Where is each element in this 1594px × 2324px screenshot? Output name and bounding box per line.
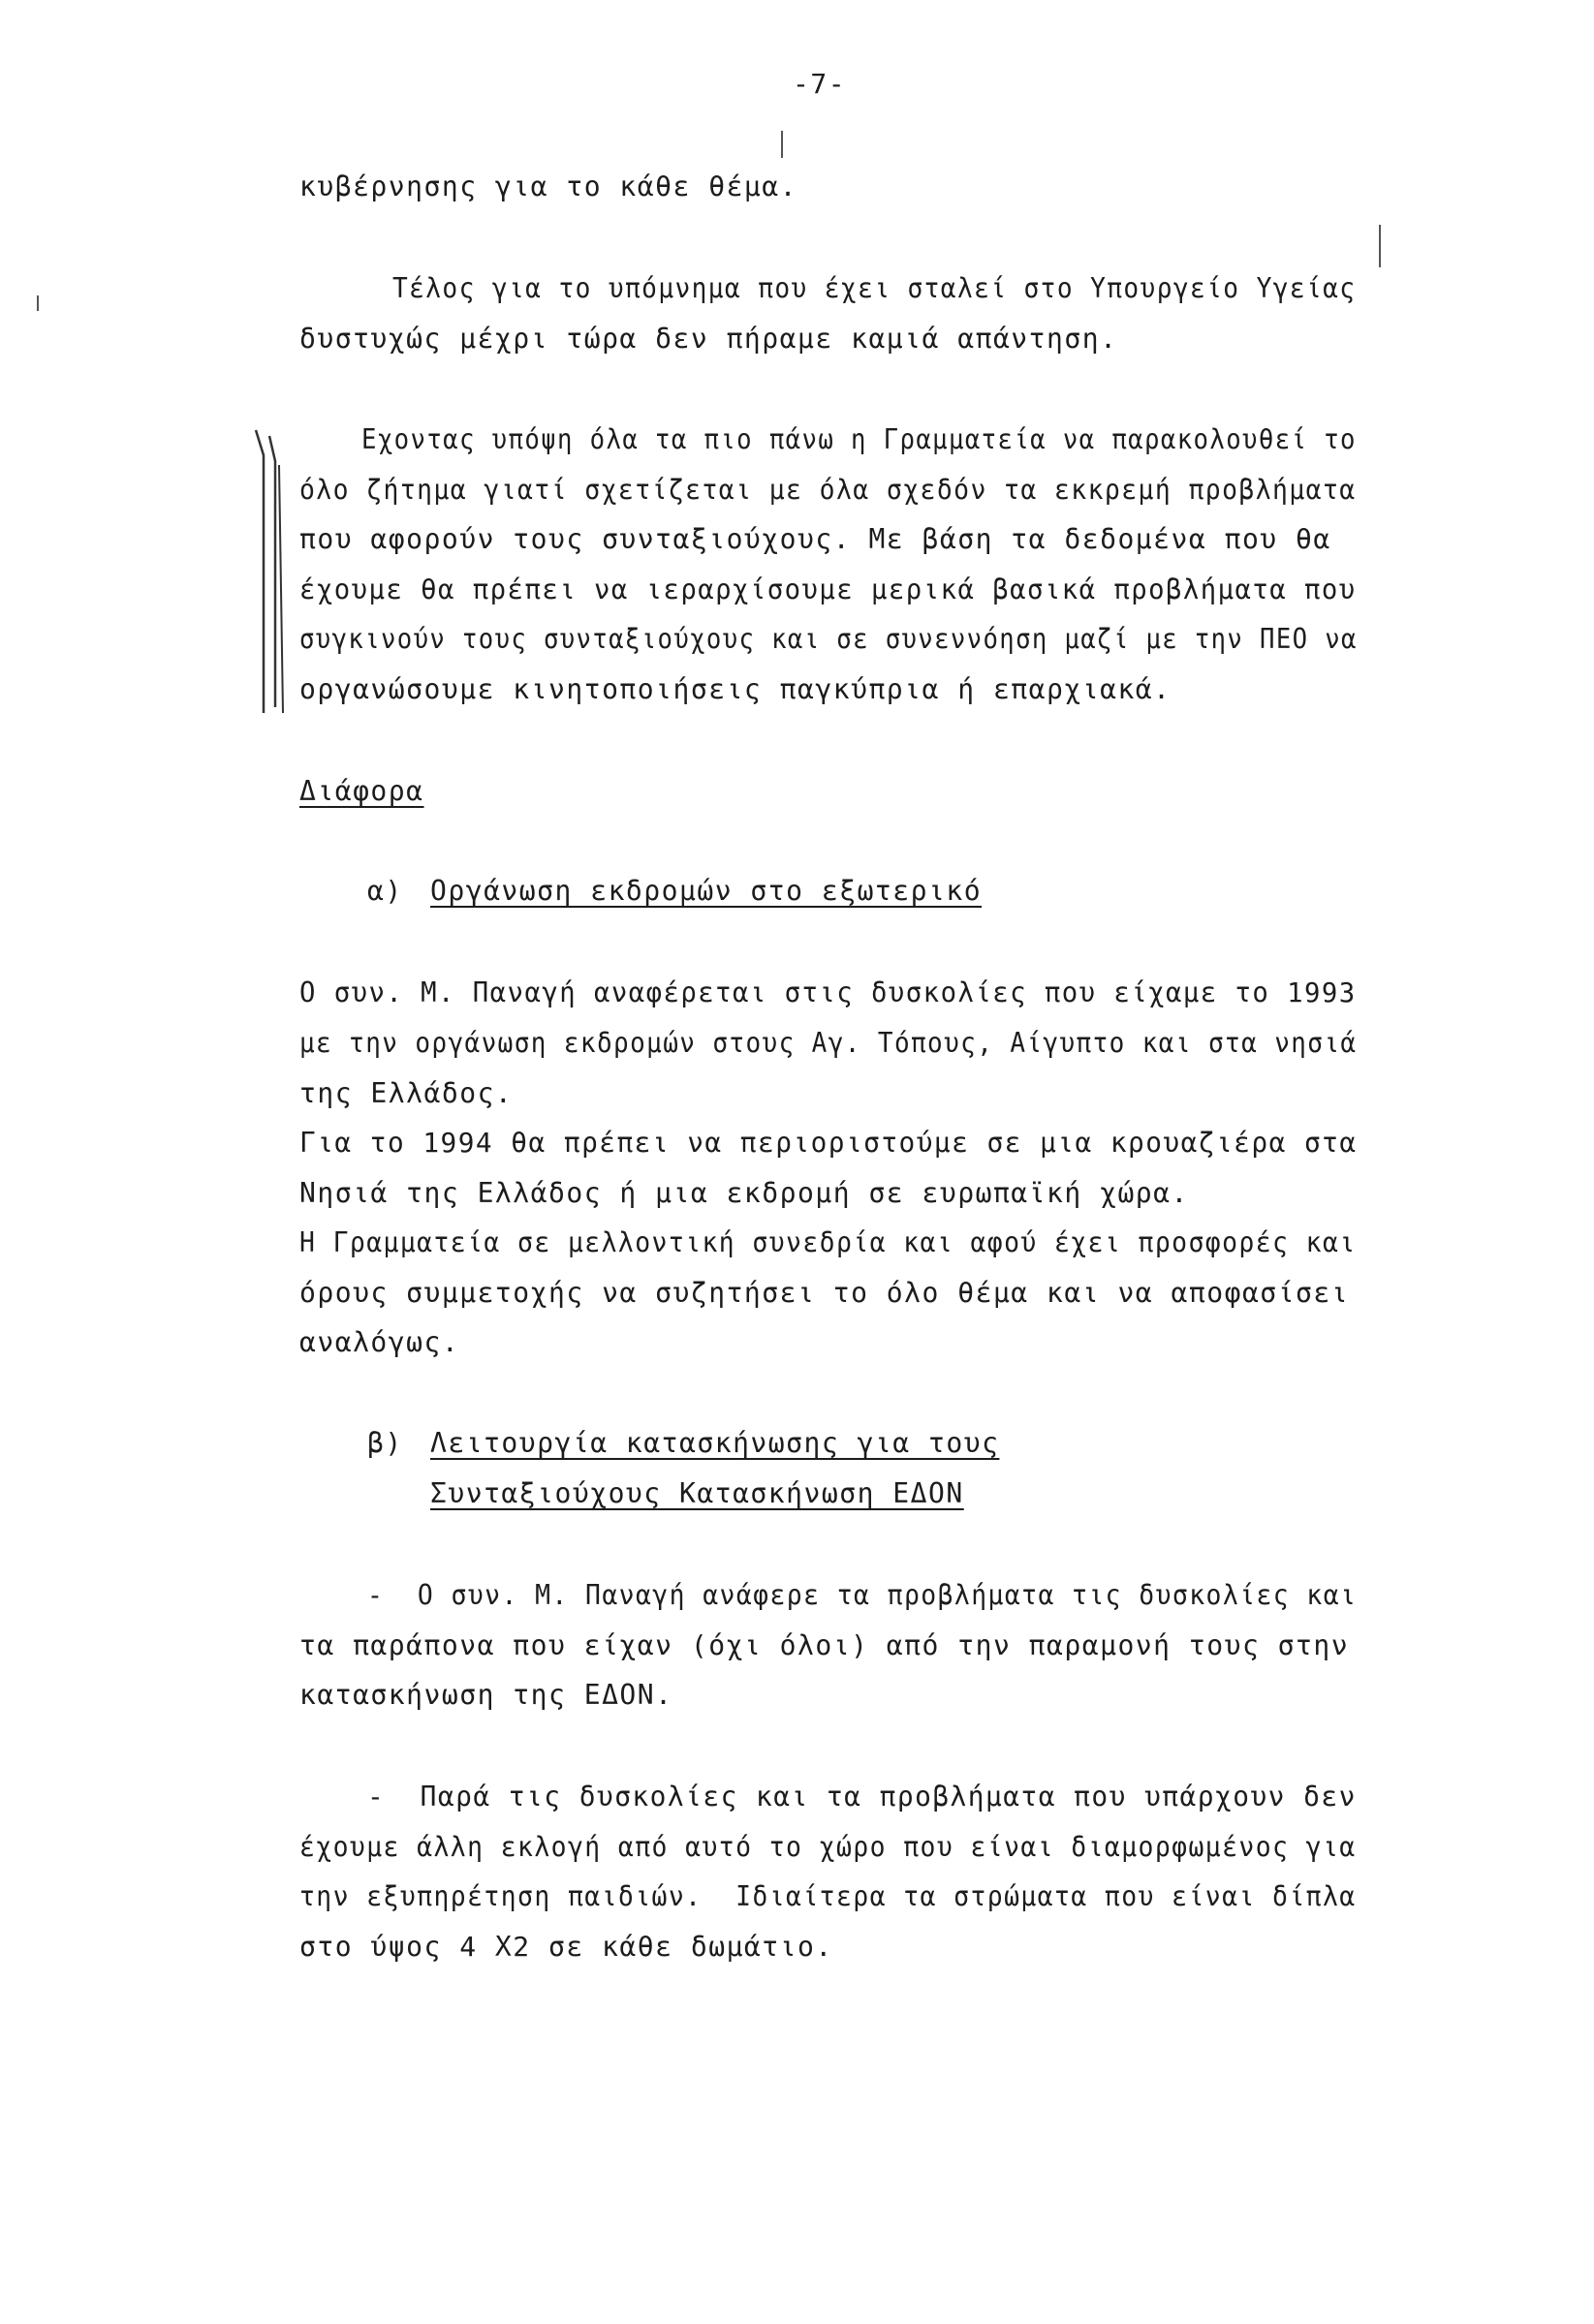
item-b-title-line1: Λειτουργία κατασκήνωσης για τους (430, 1427, 1000, 1459)
item-b-point-line: κατασκήνωση της ΕΔΟΝ. (299, 1679, 673, 1711)
item-a-line: αναλόγως. (299, 1326, 460, 1358)
page-number: -7- (793, 68, 847, 100)
margin-bracket-mark (250, 426, 289, 717)
item-a-line: Η Γραμματεία σε μελλοντική συνεδρία και αφού έχει προσφορές και (299, 1226, 1357, 1258)
scan-mark (1379, 225, 1381, 267)
paragraph-line: όλο ζήτημα γιατί σχετίζεται με όλα σχεδόν τα εκκρεμή προβλήματα (299, 474, 1357, 506)
item-b-point-line: έχουμε άλλη εκλογή από αυτό το χώρο που είναι διαμορφωμένος για (299, 1831, 1357, 1863)
item-b-point-line: - Παρά τις δυσκολίες και τα προβλήματα που υπάρχουν δεν (367, 1781, 1357, 1813)
paragraph-line: συγκινούν τους συνταξιούχους και σε συνεννόηση μαζί με την ΠΕΟ να (299, 623, 1358, 655)
item-a-line: Για το 1994 θα πρέπει να περιοριστούμε σε μια κρουαζιέρα στα (299, 1127, 1358, 1159)
scan-mark (37, 295, 39, 311)
item-a-line: Ο συν. Μ. Παναγή αναφέρεται στις δυσκολίες που είχαμε το 1993 (299, 976, 1357, 1008)
item-a-label: α) (367, 875, 403, 907)
item-b-title-line2: Συνταξιούχους Κατασκήνωση ΕΔΟΝ (430, 1477, 964, 1509)
section-heading: Διάφορα (299, 775, 424, 807)
scan-mark (781, 131, 783, 158)
item-b-label: β) (367, 1427, 403, 1459)
item-a-line: όρους συμμετοχής να συζητήσει το όλο θέμα και να αποφασίσει (299, 1277, 1350, 1309)
item-b-point-line: τα παράπονα που είχαν (όχι όλοι) από την παραμονή τους στην (299, 1629, 1350, 1661)
paragraph-line: οργανώσουμε κινητοποιήσεις παγκύπρια ή επαρχιακά. (299, 673, 1172, 705)
paragraph-line: που αφορούν τους συνταξιούχους. Με βάση τα δεδομένα που θα (299, 523, 1331, 555)
item-a-title: Οργάνωση εκδρομών στο εξωτερικό (430, 875, 983, 907)
paragraph-line: Εχοντας υπόψη όλα τα πιο πάνω η Γραμματεία να παρακολουθεί το (361, 423, 1357, 455)
item-a-line: με την οργάνωση εκδρομών στους Αγ. Τόπους, Αίγυπτο και στα νησιά (299, 1027, 1358, 1059)
paragraph-line: Τέλος για το υπόμνημα που έχει σταλεί στο Υπουργείο Υγείας (392, 272, 1357, 304)
item-a-line: Νησιά της Ελλάδος ή μια εκδρομή σε ευρωπαϊκή χώρα. (299, 1177, 1189, 1209)
item-b-point-line: την εξυπηρέτηση παιδιών. Ιδιαίτερα τα στρώματα που είναι δίπλα (299, 1880, 1357, 1912)
paragraph-line: δυστυχώς μέχρι τώρα δεν πήραμε καμιά απάντηση. (299, 323, 1118, 355)
paragraph-line: έχουμε θα πρέπει να ιεραρχίσουμε μερικά βασικά προβλήματα που (299, 573, 1357, 605)
item-b-point-line: στο ύψος 4 Χ2 σε κάθε δωμάτιο. (299, 1931, 833, 1963)
item-a-line: της Ελλάδος. (299, 1077, 514, 1109)
paragraph-line: κυβέρνησης για το κάθε θέμα. (299, 170, 798, 202)
item-b-point-line: - Ο συν. Μ. Παναγή ανάφερε τα προβλήματα τις δυσκολίες και (367, 1579, 1358, 1611)
